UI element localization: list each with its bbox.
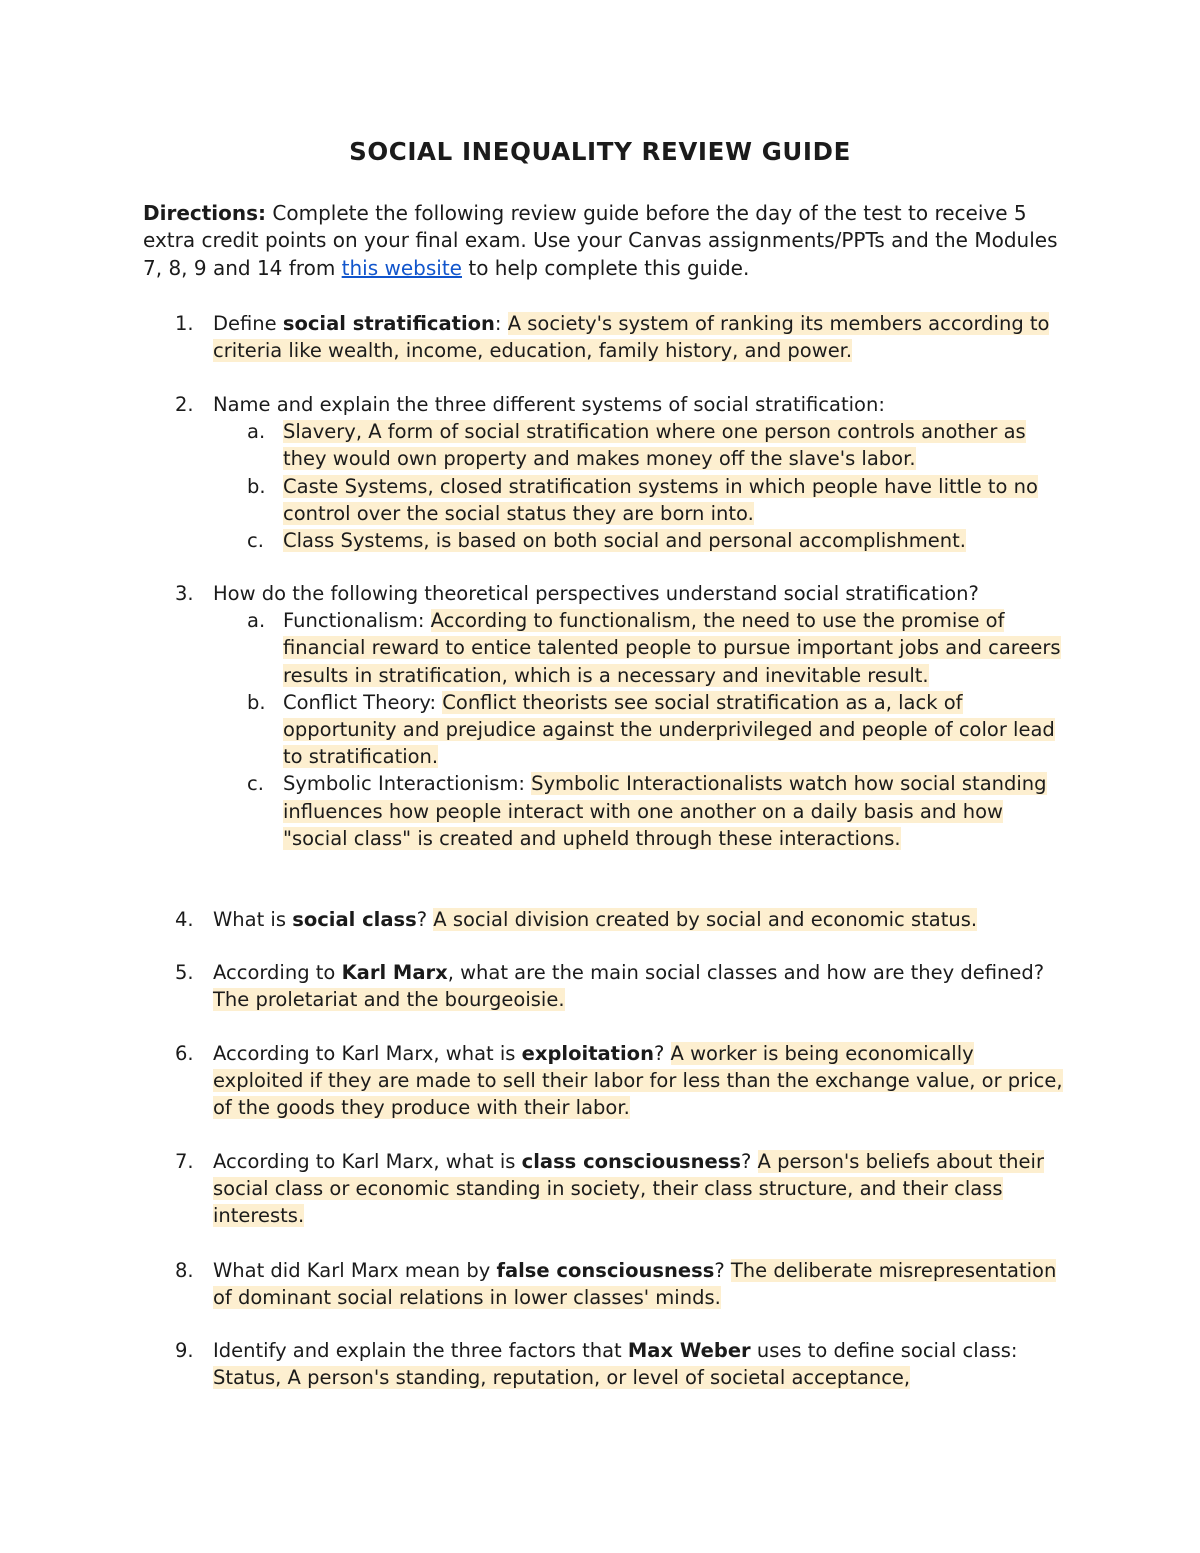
question-keyword: Karl Marx [341, 961, 448, 984]
question-5 [143, 959, 1063, 1013]
sub-item-b [213, 689, 1063, 771]
question-7 [143, 1148, 1063, 1230]
answer-text: Slavery, A form of social stratification where one person controls another as they would own property and makes money off the slave's labor. [283, 420, 1026, 471]
question-prefix: According to Karl Marx, what is [213, 1042, 522, 1065]
question-text: How do the following theoretical perspectives understand social stratification? [213, 582, 979, 605]
question-1 [143, 310, 1063, 364]
question-4 [143, 906, 1063, 933]
answer-text: The deliberate misrepresentation of dominant social relations in lower classes' minds. [213, 1259, 1057, 1310]
sub-item-c [213, 527, 1063, 554]
question-prefix: What did Karl Marx mean by [213, 1259, 497, 1282]
question-number: 8. [175, 1259, 194, 1282]
question-keyword: exploitation [521, 1042, 654, 1065]
question-suffix: , what are the main social classes and how are they defined? [447, 961, 1045, 984]
sub-label: Functionalism: [283, 609, 431, 633]
question-number: 6. [175, 1042, 194, 1065]
question-keyword: class consciousness [521, 1150, 741, 1173]
question-keyword: social stratification [282, 312, 495, 335]
directions-label: Directions: [143, 201, 267, 225]
question-text [213, 1337, 1063, 1391]
question-number: 3. [175, 582, 194, 605]
answer-text: A social division created by social and economic status. [433, 908, 978, 931]
question-2 [143, 391, 1063, 554]
question-number: 9. [175, 1339, 194, 1362]
answer-text: According to functionalism, the need to use the promise of financial reward to entice talented people to pursue important jobs and careers results in stratification, which is a necessary and inevitable result. [283, 609, 1061, 687]
question-keyword: Max Weber [627, 1339, 751, 1362]
answer-text: The proletariat and the bourgeoisie. [213, 988, 565, 1012]
directions-text-after-link: to help complete this guide. [462, 255, 750, 280]
question-6 [143, 1040, 1063, 1122]
website-link[interactable]: this website [341, 255, 462, 280]
question-3 [143, 580, 1063, 852]
question-text [213, 959, 1063, 1013]
question-text [213, 1148, 1063, 1230]
sub-letter: c. [247, 772, 264, 796]
question-keyword: social class [292, 908, 417, 931]
question-suffix: uses to define social class: [750, 1339, 1018, 1362]
sub-letter: a. [247, 609, 266, 633]
question-number: 5. [175, 961, 194, 984]
sub-item-a [213, 418, 1063, 472]
sub-item-a [213, 607, 1063, 689]
question-text [213, 1257, 1063, 1311]
answer-text: Symbolic Interactionalists watch how social standing influences how people interact with one another on a daily basis and how "social class" is created and upheld through these interactions. [283, 772, 1047, 850]
question-text: Name and explain the three different systems of social stratification: [213, 393, 885, 416]
answer-text: Caste Systems, closed stratification systems in which people have little to no control over the social status they are born into. [283, 474, 1038, 525]
question-8 [143, 1257, 1063, 1311]
directions-paragraph [143, 200, 1063, 282]
question-number: 7. [175, 1150, 194, 1173]
sub-label: Symbolic Interactionism: [283, 772, 532, 796]
answer-text: A society's system of ranking its members according to criteria like wealth, income, education, family history, and power. [213, 312, 1050, 363]
sub-label: Conflict Theory: [283, 690, 443, 714]
question-9 [143, 1337, 1063, 1391]
question-prefix: Define [213, 312, 283, 335]
answer-text: A person's beliefs about their social class or economic standing in society, their class structure, and their class interests. [213, 1150, 1044, 1228]
question-prefix: Identify and explain the three factors that [213, 1339, 628, 1362]
sub-letter: b. [247, 690, 266, 714]
sub-item-b [213, 473, 1063, 527]
question-suffix: ? [714, 1259, 731, 1282]
question-keyword: false consciousness [496, 1259, 715, 1282]
question-number: 1. [175, 312, 194, 335]
question-text [213, 310, 1063, 364]
answer-text: A worker is being economically exploited if they are made to sell their labor for less than the exchange value, or price, of the goods they produce with their labor. [213, 1042, 1063, 1120]
answer-text: Status, A person's standing, reputation, or level of societal acceptance, [213, 1366, 911, 1390]
question-prefix: According to [213, 961, 342, 984]
page-title: SOCIAL INEQUALITY REVIEW GUIDE [349, 137, 851, 166]
question-text [213, 906, 1063, 933]
question-number: 4. [175, 908, 194, 931]
question-suffix: ? [740, 1150, 758, 1173]
question-text [213, 1040, 1063, 1122]
sub-letter: b. [247, 474, 266, 498]
question-suffix: ? [416, 908, 434, 931]
directions-text-before-link: Complete the following review guide before the day of the test to receive 5 extra credit points on your final exam. Use your Canvas assignments/PPTs and the Modules 7, 8, 9 and 14 from [143, 201, 1058, 280]
question-suffix: : [494, 312, 508, 335]
sub-letter: c. [247, 529, 264, 553]
answer-text: Class Systems, is based on both social and personal accomplishment. [283, 529, 966, 553]
question-prefix: What is [213, 908, 293, 931]
question-number: 2. [175, 393, 194, 416]
sub-letter: a. [247, 420, 266, 444]
sub-item-c [213, 770, 1063, 852]
question-suffix: ? [653, 1042, 671, 1065]
answer-text: Conflict theorists see social stratification as a, lack of opportunity and prejudice against the underprivileged and people of color lead to stratification. [283, 690, 1055, 769]
question-prefix: According to Karl Marx, what is [213, 1150, 522, 1173]
